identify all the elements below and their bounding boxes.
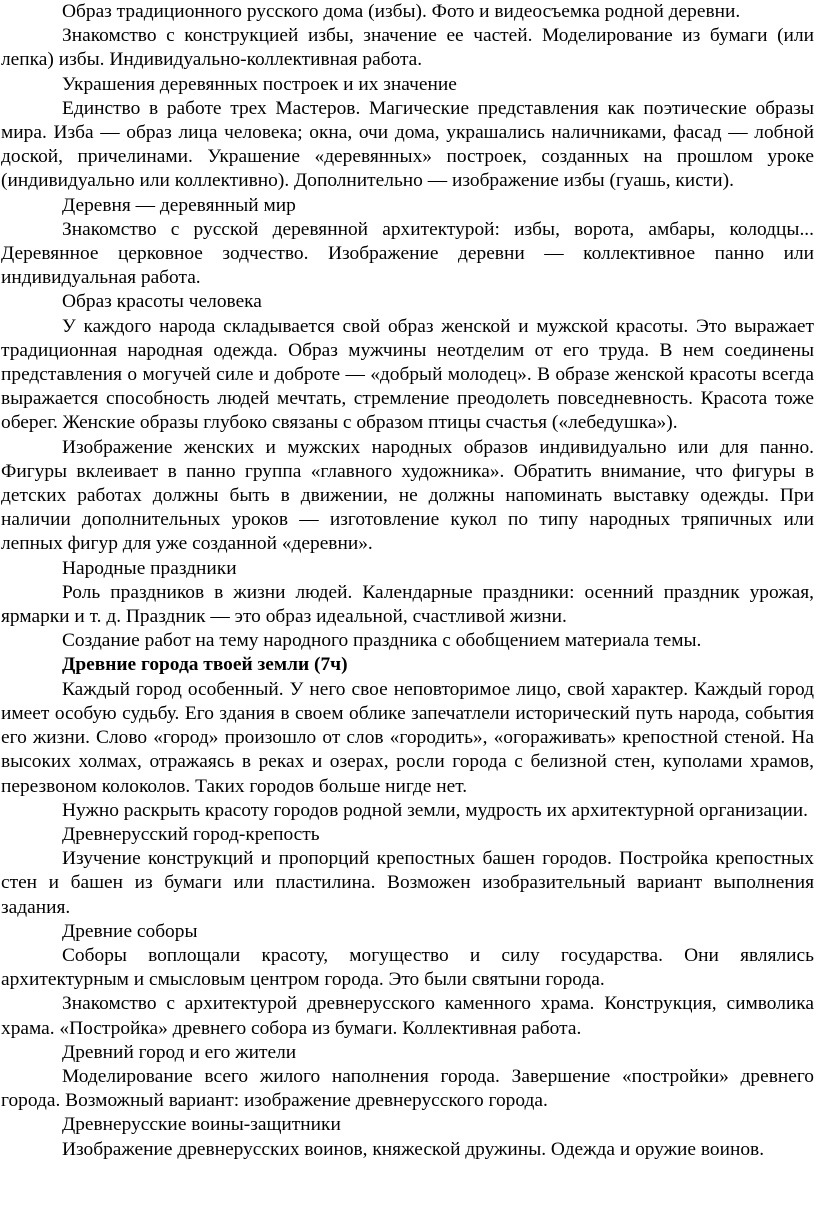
section-heading: Древнерусский город-крепость xyxy=(62,823,320,845)
paragraph: Образ традиционного русского дома (избы). Фото и видеосъемка родной деревни. xyxy=(62,1,741,22)
section-heading: Украшения деревянных построек и их значение xyxy=(62,73,457,95)
section-heading: Древние соборы xyxy=(62,920,198,942)
section-heading: Образ красоты человека xyxy=(62,291,262,313)
paragraph: Моделирование всего жилого наполнения города. Завершение «постройки» древнего города. Возможный вариант: изображение древнерусского города. xyxy=(1,1065,814,1112)
paragraph: Изображение древнерусских воинов, княжеской дружины. Одежда и оружие воинов. xyxy=(62,1138,765,1160)
paragraph: Каждый город особенный. У него свое неповторимое лицо, свой характер. Каждый город имеет особую судьбу. Его здания в своем облике запечатлели исторический путь народа, события его жизни. Слово «город» произошло от слов «городить», «огораживать» крепостной стеной. На высоких холмах, отражаясь в реках и озерах, росли города с белизной стен, куполами храмов, перезвоном колоколов. Таких городов больше нигде нет. xyxy=(1,678,814,797)
paragraph: Изучение конструкций и пропорций крепостных башен городов. Постройка крепостных стен и башен из бумаги или пластилина. Возможен изобразительный вариант выполнения задания. xyxy=(1,848,814,918)
paragraph: Соборы воплощали красоту, могущество и силу государства. Они являлись архитектурным и смысловым центром города. Это были святыни города. xyxy=(1,944,814,991)
paragraph: У каждого народа складывается свой образ женской и мужской красоты. Это выражает традиционная народная одежда. Образ мужчины неотделим от его труда. В нем соединены представления о могучей силе и доброте — «добрый молодец». В образе женской красоты всегда выражается способность людей мечтать, стремление преодолеть повседневность. Красота тоже оберег. Женские образы глубоко связаны с образом птицы счастья («лебедушка»). xyxy=(1,315,814,434)
paragraph: Создание работ на тему народного праздника с обобщением материала темы. xyxy=(62,630,702,652)
paragraph: Изображение женских и мужских народных образов индивидуально или для панно. Фигуры вклеивает в панно группа «главного художника». Обратить внимание, что фигуры в детских работах должны быть в движении, не должны напоминать выставку одежды. При наличии дополнительных уроков — изготовление кукол по типу народных тряпичных или лепных фигур для уже созданной «деревни». xyxy=(1,436,814,555)
section-heading: Древнерусские воины-защитники xyxy=(62,1114,341,1136)
section-heading: Народные праздники xyxy=(62,557,237,579)
document-page xyxy=(1,0,814,1162)
section-heading: Деревня — деревянный мир xyxy=(62,194,296,216)
paragraph: Знакомство с конструкцией избы, значение ее частей. Моделирование из бумаги (или лепка) избы. Индивидуально-коллективная работа. xyxy=(1,25,814,71)
paragraph: Единство в работе трех Мастеров. Магические представления как поэтические образы мира. Изба — образ лица человека; окна, очи дома, украшались наличниками, фасад — лобной доской, причелинами. Украшение «деревянных» построек, созданных на прошлом уроке (индивидуально или коллективно). Дополнительно — изображение избы (гуашь, кисти). xyxy=(1,97,814,192)
paragraph: Роль праздников в жизни людей. Календарные праздники: осенний праздник урожая, ярмарки и т. д. Праздник — это образ идеальной, счастливой жизни. xyxy=(1,581,814,628)
paragraph: Знакомство с архитектурой древнерусского каменного храма. Конструкция, символика храма. «Постройка» древнего собора из бумаги. Коллективная работа. xyxy=(1,993,814,1039)
chapter-heading: Древние города твоей земли (7ч) xyxy=(62,654,348,676)
paragraph: Нужно раскрыть красоту городов родной земли, мудрость их архитектурной организации. xyxy=(62,799,808,821)
paragraph: Знакомство с русской деревянной архитектурой: избы, ворота, амбары, колодцы... Деревянное церковное зодчество. Изображение деревни — коллективное панно или индивидуальная работа. xyxy=(1,218,814,289)
section-heading: Древний город и его жители xyxy=(62,1041,297,1063)
